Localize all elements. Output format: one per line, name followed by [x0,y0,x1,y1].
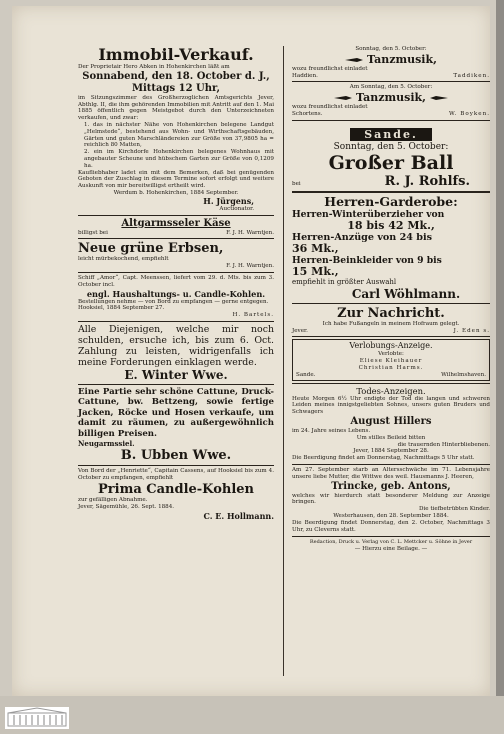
todes-text3: Um stilles Beileid bitten [356,434,426,441]
ad-candle [78,468,274,520]
erbsen-signer: F. J. H. Warntjen. [226,263,274,270]
tanz2-title [292,91,490,104]
ball-place: Sande. [350,128,432,141]
nachricht-text: Ich habe Fußangeln in meinem Hofraum gelegt. [322,320,460,327]
tanz1-right: Taddiken. [453,72,490,79]
todes-text6: Am 27. September starb an Altersschwäche im 71. Lebensjahre unsere liebe Mutter, die Wittwe des weil. Hausmanns J. Heeren, [292,466,490,480]
separator [78,238,274,239]
tanz2-date: Am Sonntag, den 5. October: [349,84,433,91]
garderobe-l3: Herren-Anzüge von 24 bis [292,231,433,243]
zahlung-text: Alle Diejenigen, welche mir noch schulden, ersuche ich, bis zum 6. Oct. Zahlung zu leisten, widrigenfalls ich meine Forderungen einklagen werde. [78,323,274,368]
separator [292,81,490,82]
separator [292,336,490,337]
ad-ball [292,123,490,189]
ad-columns [78,46,490,691]
immobil-item1: 1. das in nächster Nähe von Hohenkirchen belegene Landgut „Helmstede“, bestehend aus Wohn- und Wirthschaftsgebäuden, Gärten und guten Marschländereien zur Größe von 37,9805 ha = reichlich 80 Matten, [84,121,274,149]
garderobe-l4: 36 Mk., [292,241,339,255]
scan-bottom-strip [0,696,504,734]
candle-title: Prima Candle-Kohlen [98,482,254,498]
ad-tanz1 [292,46,490,79]
todes-name2: Trincke, geb. Antons, [331,480,451,492]
ball-title: Großer Ball [328,151,454,174]
scanner-edge [496,0,504,734]
immobil-signer-title: Auctionator. [219,205,254,212]
separator [78,465,274,466]
verlobung-footer [296,372,486,379]
immobil-date: Sonnabend, den 18. October d. J., [82,70,270,82]
erbsen-title: Neue grüne Erbsen, [78,241,224,257]
ball-host: R. J. Rohlfs. [384,173,470,189]
separator [78,384,274,385]
kohlen-title: engl. Haushaltungs- u. Candle-Kohlen. [86,288,266,299]
tanz2-footer [292,111,490,118]
library-building-icon [5,707,69,729]
ball-by: bei [292,180,301,187]
immobil-title: Immobil-Verkauf. [98,45,254,64]
right-column [292,46,490,553]
candle-signer: C. E. Hollmann. [203,510,274,521]
garderobe-l5: Herren-Beinkleider von 9 bis [292,254,442,266]
immobil-body1: im Sitzungszimmer des Großherzoglichen Amtsgerichts Jever, Abthlg. II, die ihm gehörenden Immobilien mit Antritt auf den 1. Mai 1885 öffentlich gegen Meistgebot durch den Unterzeichneten verkaufen, und zwar: [78,94,274,122]
ad-todes [292,386,490,534]
impressum-beilage: — Hierzu eine Beilage. — [354,546,428,553]
tanz1-title-text: Tanzmusik, [366,52,437,66]
ad-garderobe [292,195,490,301]
ad-tanz2 [292,84,490,117]
ad-cattune [78,387,274,464]
immobil-signer: H. Jürgens, [203,195,254,206]
garderobe-signer: Carl Wöhlmann. [351,286,461,301]
garderobe-l7: empfiehlt in größter Auswahl [292,277,397,286]
ball-date: Sonntag, den 5. October: [333,141,449,152]
separator [292,303,490,304]
candle-place: Jever, Sägemühle, 26. Sept. 1884. [78,503,175,510]
kaese-offer-left: billigst bei [78,229,108,236]
verlobung-title: Verlobungs-Anzeige. [349,341,433,351]
todes-title: Todes-Anzeigen. [356,385,426,396]
immobil-place-date: Werdum b. Hohenkirchen, 1884 September. [113,189,239,196]
ad-erbsen [78,241,274,270]
kohlen-signer: H. Bartels. [232,312,274,319]
tanz1-left: Haddien. [292,72,318,79]
todes-place1: Jever, 1884 September 28. [353,448,429,455]
impressum [292,536,490,553]
todes-text2: im 24. Jahre seines Lebens. [292,427,371,434]
garderobe-title: Herren-Garderobe: [324,193,458,209]
cattune-place: Neugarmssiel. [78,439,135,449]
hand-ornament-icon [430,95,448,101]
garderobe-l2: 18 bis 42 Mk., [347,218,435,232]
cattune-signer: B. Ubben Wwe. [120,448,232,464]
immobil-item2: 2. ein im Kirchdorfe Hohenkirchen belegenes Wohnhaus mit angebauter Scheune und hübschem Garten zur Größe von 0,1209 ha. [84,149,274,169]
verlobung-right: Wilhelmshaven. [441,371,486,378]
kaese-title: Altgarmsseler Käse [121,217,231,229]
newspaper-page [12,6,490,696]
ad-kaese [78,218,274,237]
kohlen-line2: Bestellungen nehme — von Bord zu empfangen — gerne entgegen. [78,298,269,305]
kaese-offer [78,230,274,237]
separator [78,272,274,273]
ad-kohlen [78,275,274,319]
hand-ornament-icon [345,57,363,63]
ad-immobil [78,46,274,213]
todes-text9: Die Beerdigung findet Donnerstag, den 2. October, Nachmittags 3 Uhr, zu Cleverns statt. [292,519,490,533]
hand-ornament-icon [334,95,352,101]
ad-nachricht [292,306,490,335]
left-column [78,46,274,521]
candle-line1: Von Bord der „Henriette“, Capitain Cassens, auf Hooksiel bis zum 4. October zu empfangen, empfiehlt [78,468,274,482]
todes-place2: Westerhausen, den 28. September 1884. [333,512,449,519]
tanz2-invite: wozu freundlichst einladet [292,104,368,111]
separator [78,215,274,216]
todes-text4: die trauernden Hinterbliebenen. [397,441,490,448]
nachricht-right: J. Eden s. [453,327,490,334]
garderobe-l6: 15 Mk., [292,264,339,278]
nachricht-title: Zur Nachricht. [337,305,445,321]
garderobe-l1: Herren-Winterüberzieher von [292,208,445,220]
separator [292,464,490,465]
tanz2-title-text: Tanzmusik, [356,91,426,105]
nachricht-footer [292,328,490,335]
kohlen-place: Hooksiel, 1884 September 27. [78,305,165,312]
immobil-intro: Der Proprietair Hero Abken in Hohenkirchen läßt am [78,64,230,70]
separator [292,383,490,384]
tanz1-title [292,53,490,66]
immobil-time: Mittags 12 Uhr, [131,82,221,94]
separator [78,321,274,322]
candle-line2: zur gefälligen Abnahme. [78,497,148,504]
column-divider [283,46,284,676]
cattune-text: Eine Partie sehr schöne Cattune, Druck-Cattune, bw. Bettzeng, sowie fertige Jacken, Röcke und Hosen verkaufe, um damit zu räumen, zu außergewöhnlich billigen Preisen. [78,386,274,439]
tanz1-date: Sonntag, den 5. October: [355,46,427,52]
tanz2-right: W. Boyken. [448,110,490,117]
todes-text7: welches wir hierdurch statt besonderer Meldung zur Anzeige bringen. [292,492,490,506]
separator [292,120,490,121]
ad-zahlung [78,324,274,382]
todes-text8: Die tiefbetrübten Kinder. [418,506,490,513]
todes-name1: August Hillers [350,415,432,427]
erbsen-line: leicht mürbekochend, empfiehlt [78,256,169,263]
immobil-body2: Kaufliebhaber ladet ein mit dem Bemerken, daß bei genügenden Geboten der Zuschlag in diesem Termine sofort erfolgt und weitere Auskunft von mir bereitwilligst ertheilt wird. [78,169,274,190]
impressum-line: Redaction, Druck u. Verlag von C. L. Mettcker u. Söhne in Jever [309,539,473,546]
tanz1-footer [292,73,490,80]
todes-text5: Die Beerdigung findet am Donnerstag, Nachmittags 5 Uhr statt. [292,455,475,462]
verlobung-name1: Eliese Kleihauer [359,358,423,365]
ad-verlobung [292,339,490,380]
todes-text1: Heute Morgen 6½ Uhr endigte der Tod die langen und schweren Leiden meines innigstgeliebten Sohnes, unsers guten Bruders und Schwagers [292,395,490,416]
nachricht-left: Jever. [292,327,308,334]
kohlen-line1: Schiff „Amor“, Capt. Meenssen, liefert vom 29. d. Mts. bis zum 3. October incl. [78,274,274,288]
verlobung-sub: Verlobte: [378,351,404,358]
separator [292,191,490,193]
ball-host-row [292,174,490,189]
tanz2-left: Schortens. [292,110,323,117]
verlobung-left: Sande. [296,371,316,378]
verlobung-name2: Christian Harms. [358,364,424,371]
zahlung-signer: E. Winter Wwe. [124,367,228,382]
ball-place-bar [292,123,490,142]
kaese-offer-right: F. J. H. Warntjen. [226,229,274,236]
tanz1-invite: wozu freundlichst einladet [292,65,368,72]
